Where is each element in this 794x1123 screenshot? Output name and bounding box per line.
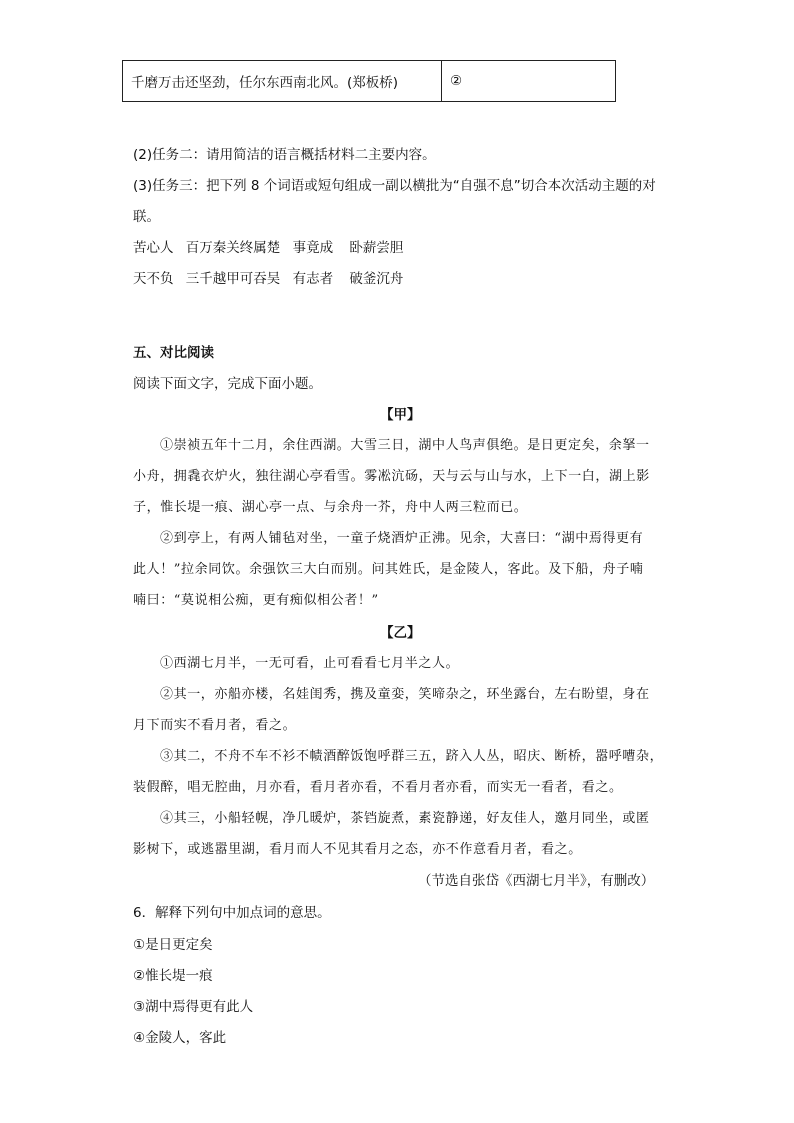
section-instruction: 阅读下面文字，完成下面小题。 [133, 376, 322, 392]
jia-line: ①崇祯五年十二月，余住西湖。大雪三日，湖中人鸟声俱绝。是日更定矣，余拏一 [160, 438, 650, 453]
jia-line: 小舟，拥毳衣炉火，独往湖心亭看雪。雾凇沆砀，天与云与山与水，上下一白，湖上影 [133, 469, 650, 484]
task2-text: (2)任务二：请用简洁的语言概括材料二主要内容。 [133, 147, 436, 163]
word-item: 破釜沉舟 [349, 271, 404, 287]
jia-line: 此人！”拉余同饮。余强饮三大白而别。问其姓氏，是金陵人，客此。及下船，舟子喃 [133, 562, 644, 577]
yi-line: ④其三，小船轻幌，净几暖炉，茶铛旋煮，素瓷静递，好友佳人，邀月同坐，或匿 [160, 811, 650, 826]
task3-text-line2: 联。 [133, 209, 160, 225]
jia-line: 子，惟长堤一痕、湖心亭一点、与余舟一芥，舟中人两三粒而已。 [133, 500, 528, 515]
quote-cell: 千磨万击还坚劲，任尔东西南北风。(郑板桥) [123, 61, 442, 102]
yi-line: 月下而实不看月者，看之。 [133, 718, 297, 733]
word-item: 三千越甲可吞吴 [185, 271, 281, 287]
jia-title: 【甲】 [380, 407, 421, 423]
yi-title: 【乙】 [380, 625, 421, 641]
yi-line: 装假醉，唱无腔曲，月亦看，看月者亦看，不看月者亦看，而实无一看者，看之。 [133, 780, 623, 795]
word-item: 事竟成 [292, 240, 334, 256]
quote-table [122, 60, 616, 102]
word-item: 天不负 [133, 271, 174, 287]
word-list-row1 [133, 236, 403, 256]
word-item: 百万秦关终属楚 [185, 240, 281, 256]
yi-line: 影树下，或逃嚣里湖，看月而人不见其看月之态，亦不作意看月者，看之。 [133, 842, 582, 857]
word-item: 有志者 [292, 271, 334, 287]
jia-line: 喃曰：“莫说相公痴，更有痴似相公者！” [133, 593, 379, 608]
yi-line: ③其二，不舟不车不衫不帻酒醉饭饱呼群三五，跻入人丛，昭庆、断桥，嚣呼嘈杂， [160, 749, 664, 764]
question6-item: ③湖中焉得更有此人 [133, 999, 254, 1015]
source-note: （节选自张岱《西湖七月半》，有删改） [418, 873, 655, 889]
yi-line: ②其一，亦船亦楼，名娃闺秀，携及童娈，笑啼杂之，环坐露台，左右盼望，身在 [160, 687, 650, 702]
answer-cell: ② [442, 61, 616, 102]
question6-item: ④金陵人，客此 [133, 1030, 227, 1046]
section-heading: 五、对比阅读 [133, 345, 214, 361]
word-item: 苦心人 [133, 240, 174, 256]
question6-item: ①是日更定矣 [133, 937, 213, 953]
jia-line: ②到亭上，有两人铺毡对坐，一童子烧酒炉正沸。见余，大喜曰：“湖中焉得更有 [160, 531, 644, 546]
question6-item: ②惟长堤一痕 [133, 968, 213, 984]
task3-text-line1: (3)任务三：把下列 8 个词语或短句组成一副以横批为“自强不息”切合本次活动主题的对 [133, 178, 656, 194]
word-list-row2 [133, 267, 403, 287]
word-item: 卧薪尝胆 [349, 240, 404, 256]
yi-line: ①西湖七月半，一无可看，止可看看七月半之人。 [160, 656, 460, 671]
question6-prompt: 6．解释下列句中加点词的意思。 [133, 905, 331, 921]
